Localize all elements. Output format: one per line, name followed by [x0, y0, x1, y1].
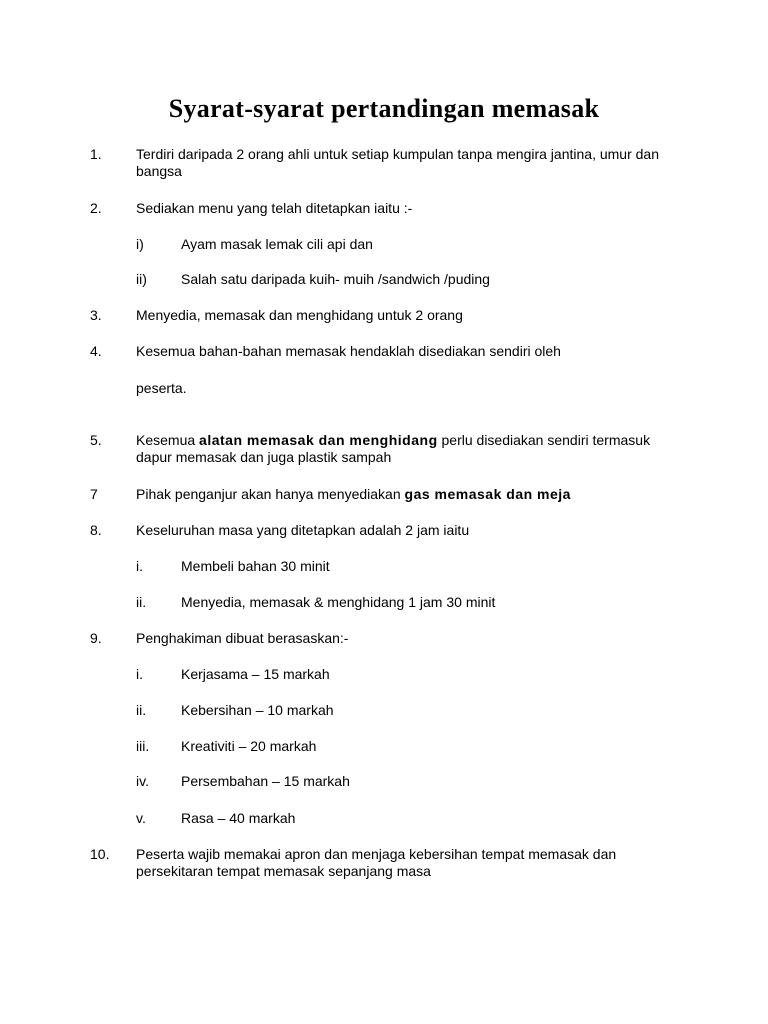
item-text-continuation: peserta. — [136, 380, 187, 396]
item-number: 2. — [90, 200, 102, 216]
item-text — [136, 432, 681, 466]
sub-item-text: Salah satu daripada kuih- muih /sandwich /puding — [181, 271, 490, 287]
sub-item-number: i) — [136, 236, 144, 252]
item-number: 5. — [90, 432, 102, 448]
sub-item-text: Kerjasama – 15 markah — [181, 666, 330, 682]
item-text: Kesemua bahan-bahan memasak hendaklah disediakan sendiri oleh — [136, 343, 561, 359]
sub-item-number: iii. — [136, 738, 150, 754]
sub-item-text: Ayam masak lemak cili api dan — [181, 236, 373, 252]
item-number: 10. — [90, 846, 110, 862]
sub-item-number: v. — [136, 810, 146, 826]
item-text-start: Kesemua — [136, 432, 200, 448]
sub-item-number: ii. — [136, 702, 147, 718]
item-text: Terdiri daripada 2 orang ahli untuk setiap kumpulan tanpa mengira jantina, umur dan bangsa — [136, 146, 659, 179]
item-text-emphasis: gas memasak dan meja — [404, 486, 571, 502]
sub-item-number: i. — [136, 666, 143, 682]
sub-item-number: i. — [136, 558, 143, 574]
sub-item-text: Persembahan – 15 markah — [181, 773, 350, 789]
sub-item-number: iv. — [136, 773, 149, 789]
sub-item-number: ii. — [136, 594, 147, 610]
item-number: 7 — [90, 486, 98, 502]
sub-item-number: ii) — [136, 271, 147, 287]
sub-item-text: Membeli bahan 30 minit — [181, 558, 330, 574]
item-text — [136, 486, 681, 503]
item-text: Keseluruhan masa yang ditetapkan adalah 2 jam iaitu — [136, 522, 470, 538]
item-text: Peserta wajib memakai apron dan menjaga kebersihan tempat memasak dan persekitaran tempat memasak sepanjang masa — [136, 846, 617, 879]
item-number: 9. — [90, 630, 102, 646]
item-text: Menyedia, memasak dan menghidang untuk 2 orang — [136, 307, 463, 323]
page-title: Syarat-syarat pertandingan memasak — [168, 94, 600, 123]
item-text-end: perlu disediakan sendiri termasuk dapur memasak dan juga plastik sampah — [136, 432, 651, 465]
item-text: Sediakan menu yang telah ditetapkan iaitu :- — [136, 200, 413, 216]
item-number: 3. — [90, 307, 102, 323]
item-text: Penghakiman dibuat berasaskan:- — [136, 630, 349, 646]
sub-item-text: Rasa – 40 markah — [181, 810, 296, 826]
sub-item-text: Kreativiti – 20 markah — [181, 738, 317, 754]
item-number: 1. — [90, 146, 102, 162]
sub-item-text: Kebersihan – 10 markah — [181, 702, 334, 718]
item-text-start: Pihak penganjur akan hanya menyediakan — [136, 486, 405, 502]
item-number: 4. — [90, 343, 102, 359]
item-number: 8. — [90, 522, 102, 538]
sub-item-text: Menyedia, memasak & menghidang 1 jam 30 minit — [181, 594, 496, 610]
item-text-emphasis: alatan memasak dan menghidang — [199, 432, 438, 448]
